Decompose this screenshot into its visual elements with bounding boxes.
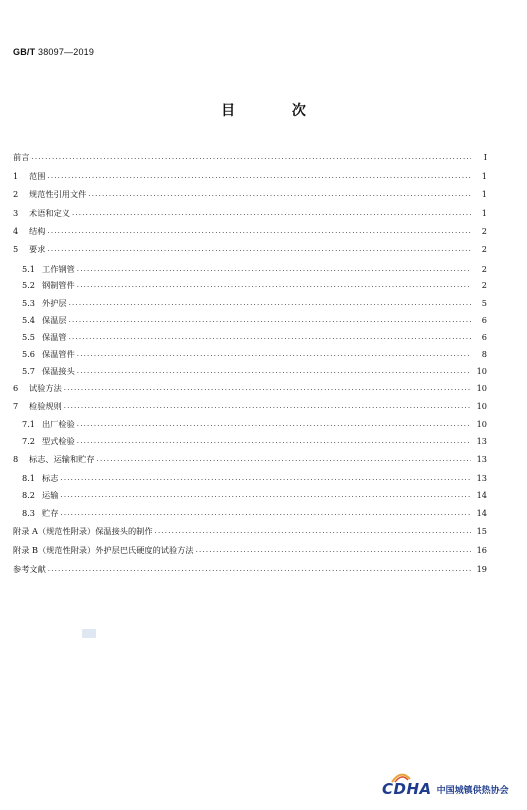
toc-entry-label: 贮存 [42,508,59,518]
toc-entry[interactable] [13,148,487,162]
toc-entry-label: 参考文献 [13,564,46,574]
toc-entry-number: 6 [13,383,19,393]
toc-entry[interactable] [22,362,487,376]
toc-entry-number: 5.5 [22,332,36,342]
toc-entry[interactable] [13,185,487,199]
toc-entry-page: 10 [476,383,487,393]
toc-entry-number: 8.1 [22,473,36,483]
toc-entry-label: 规范性引用文件 [29,189,87,199]
toc-leader-dots [60,508,471,518]
toc-entry-number: 8.3 [22,508,36,518]
toc-entry-number: 3 [13,208,19,218]
toc-entry-number: 8 [13,454,19,464]
toc-entry-number: 5.1 [22,264,36,274]
toc-entry-label: 型式检验 [42,436,75,446]
toc-entry[interactable] [22,294,487,308]
toc-entry-label: 钢制管件 [42,280,75,290]
standard-number: 38097—2019 [38,47,95,57]
toc-entry-number: 5.3 [22,298,36,308]
toc-entry-label: 试验方法 [29,383,62,393]
toc-leader-dots [64,383,471,393]
toc-entry[interactable] [22,345,487,359]
toc-leader-dots [88,189,471,199]
toc-entry-page: 1 [481,171,487,181]
toc-entry-number: 5.2 [22,280,36,290]
toc-entry-page: I [483,152,487,162]
toc-entry-number: 7.1 [22,419,36,429]
toc-entry-number: 5.4 [22,315,36,325]
watermark-stamp [82,629,96,638]
toc-entry[interactable] [13,560,487,574]
toc-entry-page: 6 [481,332,487,342]
toc-leader-dots [69,332,471,342]
toc-entry-page: 10 [476,401,487,411]
toc-entry[interactable] [13,167,487,181]
toc-leader-dots [69,298,471,308]
toc-leader-dots [77,366,471,376]
toc-entry-page: 6 [481,315,487,325]
toc-entry-label: 运输 [42,490,59,500]
toc-entry[interactable] [22,432,487,446]
toc-leader-dots [196,545,471,555]
toc-entry-number: 4 [13,226,19,236]
toc-entry[interactable] [22,486,487,500]
toc-entry-page: 14 [476,508,487,518]
toc-entry[interactable] [13,379,487,393]
toc-entry-number: 7 [13,401,19,411]
standard-code [13,47,94,57]
toc-leader-dots [77,280,471,290]
toc-entry-label: 外护层 [42,298,67,308]
toc-leader-dots [31,152,471,162]
toc-leader-dots [64,401,471,411]
toc-entry-label: 出厂检验 [42,419,75,429]
toc-leader-dots [77,436,471,446]
toc-entry-page: 15 [476,526,487,536]
toc-entry-number: 7.2 [22,436,36,446]
toc-title: 目 次 [221,103,332,119]
toc-entry-page: 10 [476,366,487,376]
toc-entry[interactable] [13,240,487,254]
toc-entry-page: 13 [476,436,487,446]
toc-entry-page: 13 [476,454,487,464]
toc-entry[interactable] [13,222,487,236]
toc-entry-page: 1 [481,208,487,218]
toc-leader-dots [155,526,471,536]
toc-leader-dots [48,564,471,574]
toc-leader-dots [97,454,471,464]
toc-entry-label: 术语和定义 [29,208,70,218]
toc-entry-page: 16 [476,545,487,555]
toc-entry-label: 标志 [42,473,59,483]
toc-entry-page: 5 [481,298,487,308]
toc-entry-label: 范围 [29,171,46,181]
toc-leader-dots [60,490,471,500]
toc-entry-label: 保温管 [42,332,67,342]
toc-leader-dots [47,171,471,181]
toc-leader-dots [77,349,471,359]
toc-entry-label: 工作钢管 [42,264,75,274]
toc-entry-page: 13 [476,473,487,483]
toc-entry-label: 要求 [29,244,46,254]
toc-entry-page: 2 [481,244,487,254]
toc-entry-page: 10 [476,419,487,429]
toc-entry[interactable] [13,541,487,555]
toc-entry[interactable] [22,415,487,429]
association-logo [382,780,509,798]
toc-entry-label: 保温接头 [42,366,75,376]
toc-entry[interactable] [22,504,487,518]
toc-entry-label: 保温层 [42,315,67,325]
toc-entry-label: 保温管件 [42,349,75,359]
toc-entry-page: 8 [481,349,487,359]
toc-leader-dots [60,473,471,483]
toc-entry-page: 1 [481,189,487,199]
toc-entry[interactable] [22,469,487,483]
logo-mark: CDHA [382,780,432,798]
toc-entry-page: 2 [481,280,487,290]
toc-entry-label: 前言 [13,152,30,162]
logo-text: 中国城镇供热协会 [436,785,509,796]
toc-entry-page: 14 [476,490,487,500]
toc-leader-dots [72,208,471,218]
toc-entry-label: 标志、运输和贮存 [29,454,95,464]
toc-entry[interactable] [22,260,487,274]
toc-leader-dots [47,244,471,254]
toc-entry-number: 5.7 [22,366,36,376]
toc-leader-dots [77,419,471,429]
toc-entry-page: 2 [481,264,487,274]
toc-entry-label: 附录 A（规范性附录）保温接头的制作 [13,526,153,536]
logo-arc-icon [390,771,412,783]
toc-entry-number: 5.6 [22,349,36,359]
toc-leader-dots [69,315,471,325]
toc-entry[interactable] [13,397,487,411]
toc-leader-dots [77,264,471,274]
toc-leader-dots [47,226,471,236]
toc-entry-number: 2 [13,189,19,199]
toc-entry-label: 检验规则 [29,401,62,411]
toc-entry-label: 结构 [29,226,46,236]
toc-entry-page: 2 [481,226,487,236]
toc-entry[interactable] [13,204,487,218]
toc-entry-label: 附录 B（规范性附录）外护层巴氏硬度的试验方法 [13,545,194,555]
toc-entry-number: 1 [13,171,19,181]
toc-entry[interactable] [13,450,487,464]
standard-prefix: GB/T [13,47,36,57]
toc-entry-number: 8.2 [22,490,36,500]
toc-entry[interactable] [22,276,487,290]
toc-entry[interactable] [22,311,487,325]
toc-entry[interactable] [13,522,487,536]
toc-entry-number: 5 [13,244,19,254]
toc-entry[interactable] [22,328,487,342]
toc-entry-page: 19 [476,564,487,574]
